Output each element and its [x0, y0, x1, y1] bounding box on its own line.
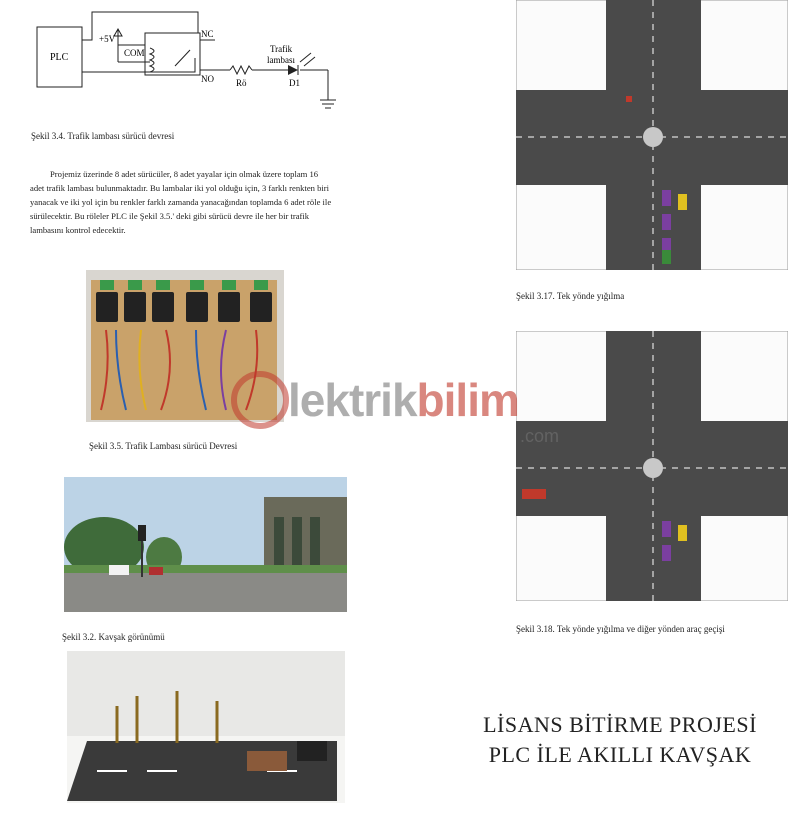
body-paragraph — [30, 167, 355, 237]
paragraph-line-1: Projemiz üzerinde 8 adet sürücüler, 8 adet yayalar için olmak üzere toplam 16 — [50, 169, 319, 179]
plus5v-label: +5V — [99, 34, 116, 44]
project-title — [440, 710, 800, 770]
lambasi-label: lambası — [267, 55, 295, 65]
relay-box — [145, 33, 200, 75]
nc-label: NC — [201, 29, 214, 39]
no-label: NO — [201, 74, 214, 84]
com-label: COM — [124, 48, 145, 58]
title-line-2: PLC İLE AKILLI KAVŞAK — [488, 742, 752, 767]
caption-fig-3-17: Şekil 3.17. Tek yönde yığılma — [516, 291, 625, 301]
paragraph-line-2: adet trafik lambası bulunmaktadır. Bu lambalar iki yol olduğu için, 3 farklı renkten biri — [30, 183, 330, 193]
watermark-logo-icon — [234, 374, 286, 426]
watermark-part-2: bilim — [416, 374, 519, 426]
caption-fig-3-4: Şekil 3.4. Trafik lambası sürücü devresi — [31, 131, 175, 141]
paragraph-line-5: lambasını kontrol edecektir. — [30, 225, 126, 235]
watermark-part-1: lektrik — [288, 374, 417, 426]
elektrikbilim-watermark — [230, 360, 590, 450]
watermark-domain: .com — [520, 426, 560, 446]
paragraph-line-3: yanacak ve iki yol için bu renkler farklı zamanda yanacağından toplamda 6 adet röle ile — [30, 197, 332, 207]
model-photo — [67, 651, 345, 803]
paragraph-line-4: sürülecektir. Bu röleler PLC ile Şekil 3.5.' deki gibi sürücü devre ile her bir trafik — [30, 211, 310, 221]
d1-label: D1 — [289, 78, 300, 88]
relay-driver-circuit — [0, 0, 380, 125]
caption-fig-3-18: Şekil 3.18. Tek yönde yığılma ve diğer yönden araç geçişi — [516, 624, 725, 634]
simulation-image-1 — [516, 0, 788, 270]
caption-fig-3-5: Şekil 3.5. Trafik Lambası sürücü Devresi — [89, 441, 238, 451]
title-line-1: LİSANS BİTİRME PROJESİ — [483, 712, 757, 737]
intersection-photo — [64, 477, 347, 612]
caption-fig-3-2: Şekil 3.2. Kavşak görünümü — [62, 632, 165, 642]
plc-label: PLC — [50, 52, 69, 63]
svg-text:lektrikbilim — [288, 374, 519, 426]
trafik-label: Trafik — [270, 44, 293, 54]
ro-label: Rö — [236, 78, 247, 88]
